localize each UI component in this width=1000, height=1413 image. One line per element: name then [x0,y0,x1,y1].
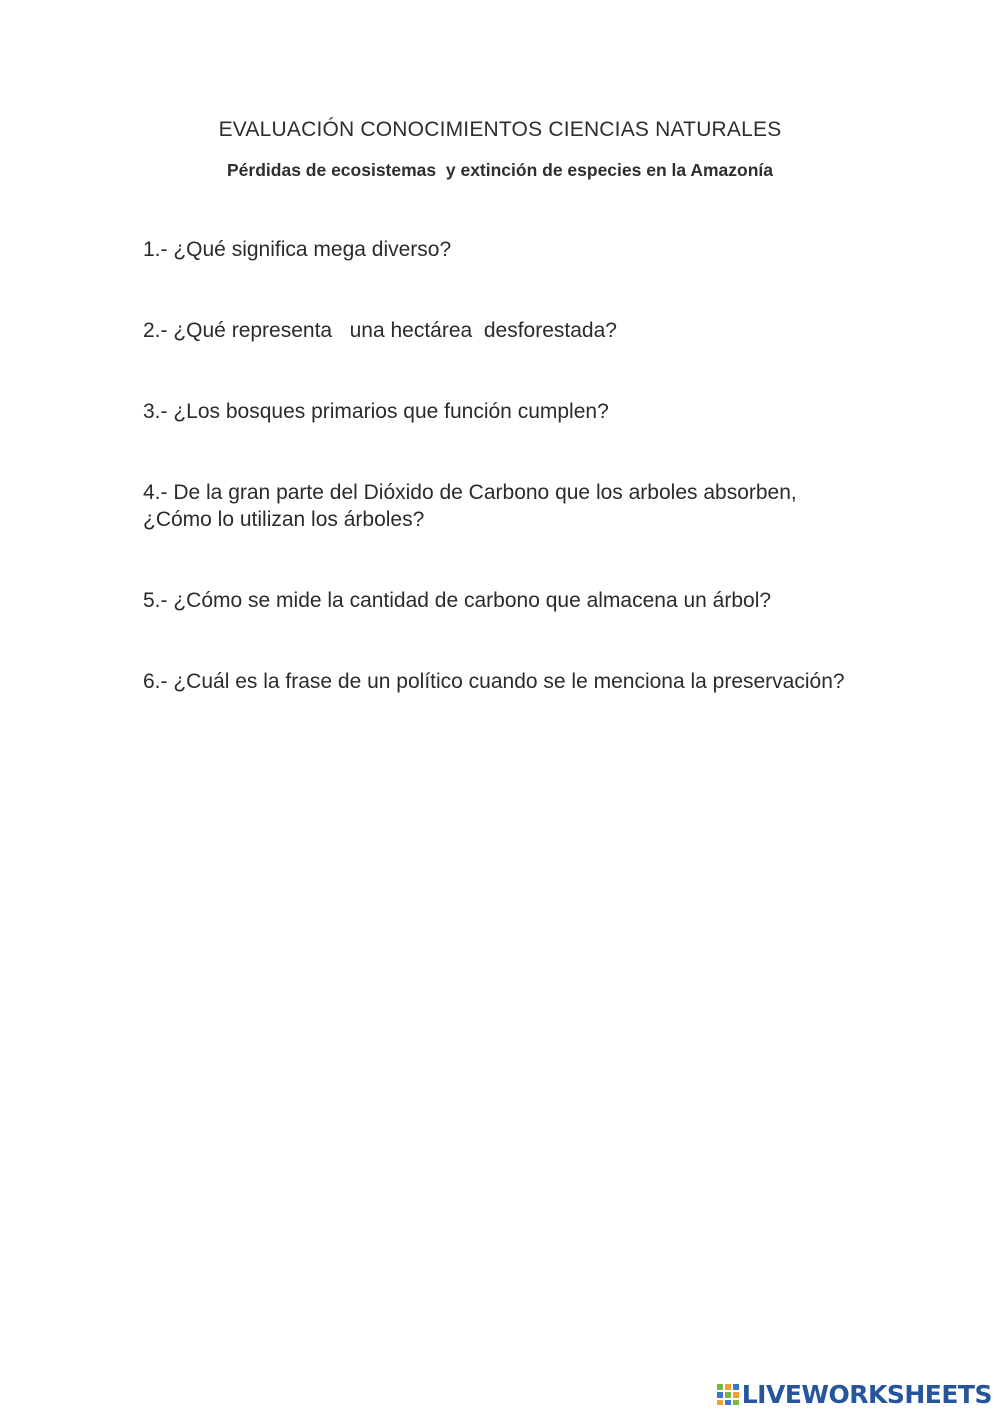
question-6: 6.- ¿Cuál es la frase de un político cuando se le menciona la preservación? [143,670,845,693]
question-1: 1.- ¿Qué significa mega diverso? [143,238,452,261]
brand-text: LIVEWORKSHEETS [741,1379,992,1409]
liveworksheets-logo-icon [716,1382,740,1406]
question-4: 4.- De la gran parte del Dióxido de Carbono que los arboles absorben, ¿Cómo lo utilizan los árboles? [143,481,803,531]
question-2: 2.- ¿Qué representa una hectárea desforestada? [143,319,617,342]
page-title: EVALUACIÓN CONOCIMIENTOS CIENCIAS NATURALES [218,118,782,141]
page-subtitle: Pérdidas de ecosistemas y extinción de especies en la Amazonía [227,160,773,180]
footer-brand[interactable] [716,1378,992,1410]
question-5: 5.- ¿Cómo se mide la cantidad de carbono que almacena un árbol? [143,589,772,612]
question-3: 3.- ¿Los bosques primarios que función cumplen? [143,400,609,423]
